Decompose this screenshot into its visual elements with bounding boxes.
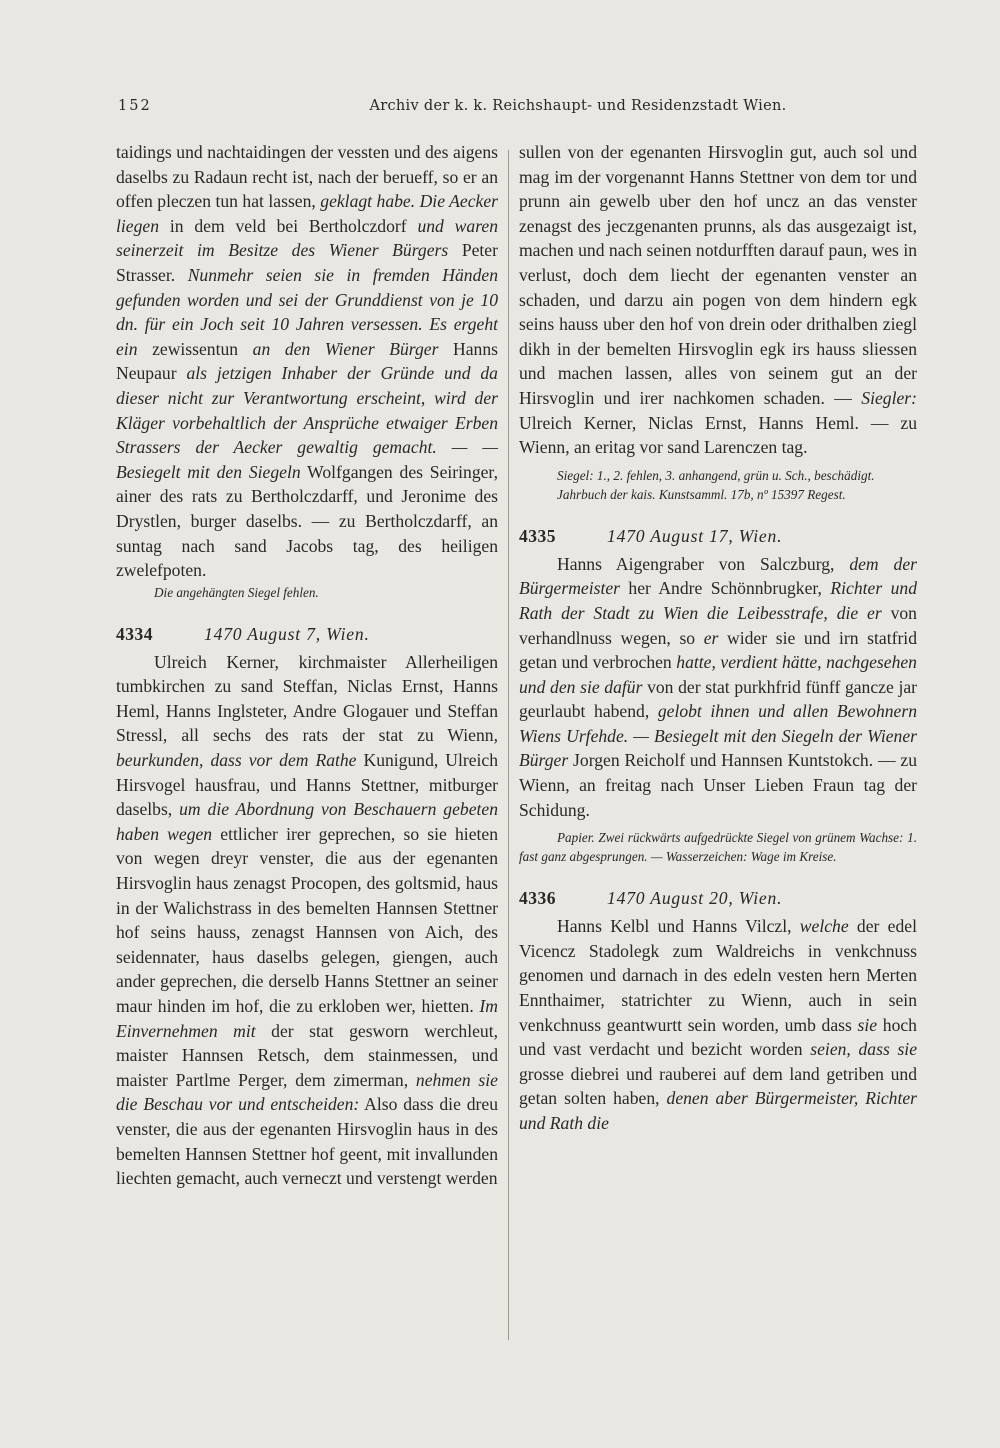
entry-heading-4334 (116, 622, 498, 644)
carryover-paragraph: taidings und nachtaidingen der vessten und des aigens daselbs zu Radaun recht ist, nach der berueff, so er an offen pleczen tun hat lassen, geklagt habe. Die Aecker liegen in dem veld bei Bertholczdorf und waren seinerzeit im Besitze des Wiener Bürgers Peter Strasser. Nunmehr seien sie in fremden Händen gefunden worden und sei der Grunddienst von je 10 dn. für ein Joch seit 10 Jahren versessen. Es ergeht ein zewissentun an den Wiener Bürger Hanns Neupaur als jetzigen Inhaber der Gründe und da dieser nicht zur Verantwortung erscheint, wird der Kläger vorbehaltlich der Ansprüche etwaiger Erben Strassers der Aecker gewaltig gemacht. — — Besiegelt mit den Siegeln Wolfgangen des Seiringer, ainer des rats zu Bertholczdarff, und Jeronime des Drystlen, burger daselbs. — zu Bertholczdarff, an suntag nach sand Jacobs tag, des heiligen zwelefpoten. (116, 142, 499, 581)
seal-note-4334: Siegel: 1., 2. fehlen, 3. anhangend, grün u. Sch., beschädigt. (557, 467, 875, 483)
page-number: 152 (118, 98, 152, 114)
entry-text-4335: Hanns Aigengraber von Salczburg, dem der Bürgermeister her Andre Schönnbrugker, Richter und Rath der Stadt zu Wien die Leibesstrafe, die er von verhandlnuss wegen, so er wider sie und irn statfrid getan und verbrochen hatte, verdient hätte, nachgesehen und den sie dafür von der stat purkhfrid fünff gancze jar geurlaubt habend, gelobt ihnen und allen Bewohnern Wiens Urfehde. — Besiegelt mit den Siegeln der Wiener Bürger Jorgen Reicholf und Hannsen Kuntstokch. — zu Wienn, an freitag nach Unser Lieben Fraun tag der Schidung. (519, 553, 918, 820)
entry-date: 1470 August 17, Wien. (607, 525, 783, 546)
page-header (118, 98, 918, 122)
carryover-note: Die angehängten Siegel fehlen. (154, 584, 319, 600)
column-divider (508, 150, 509, 1340)
entry-text-4334-continued: sullen von der egenanten Hirsvoglin gut, auch sol und mag im der vorgenannt Hanns Stettner von dem tor und prunn ain gewelb uber den hof uncz an das venster zenagst des jeczgenanten prunns, als das ausgezaigt ist, machen und nach seinen notdurfften darauf paun, wes in verlust, doch dem liecht der egenanten venster an schaden, und darzu ain pogen von dem hindern egk seins hauss uber den hof von drein oder drithalben ziegl dikh in der bemelten Hirsvoglin egk irs hauss sliessen und machen lassen, alles von seinem gut an der Hirsvoglin und irer nachkomen schaden. — Siegler: Ulreich Kerner, Niclas Ernst, Hanns Heml. — zu Wienn, an eritag vor sand Larenczen tag. (519, 142, 917, 458)
entry-text-4336: Hanns Kelbl und Hanns Vilczl, welche der edel Vicencz Stadolegk zum Waldreichs in venkchnuss genomen und darnach in des edeln vesten hern Merten Ennthaimer, statrichter zu Wienn, auch in sein venkchnuss geantwurtt sein worden, umb dass sie hoch und vast verdacht und bezicht worden seien, dass sie grosse diebrei und rauberei auf dem land getriben und getan solten haben, denen aber Bürgermeister, Richter und Rath die (519, 916, 918, 1133)
entry-number: 4336 (519, 888, 556, 909)
seal-note-4335: Papier. Zwei rückwärts aufgedrückte Siegel von grünem Wachse: 1. fast ganz abgesprungen. — Wasserzeichen: Wage im Kreise. (519, 830, 917, 865)
running-title: Archiv der k. k. Reichshaupt- und Residenzstadt Wien. (369, 98, 787, 114)
entry-date: 1470 August 20, Wien. (607, 888, 783, 909)
entry-heading-4335 (519, 524, 917, 546)
left-column (116, 140, 498, 1191)
entry-number: 4334 (116, 623, 153, 644)
right-column (519, 140, 917, 1136)
reference-note-4334: Jahrbuch der kais. Kunstsamml. 17b, nº 15397 Regest. (557, 486, 846, 502)
entry-text-4334: Ulreich Kerner, kirchmaister Allerheiligen tumbkirchen zu sand Steffan, Niclas Ernst, Hanns Heml, Hanns Inglsteter, Andre Glogauer und Steffan Stressl, all sechs des rats der stat zu Wienn, beurkunden, dass vor dem Rathe Kunigund, Ulreich Hirsvogel hausfrau, und Hanns Stettner, mitburger daselbs, um die Abordnung von Beschauern gebeten haben wegen ettlicher irer geprechen, so sie hieten von wegen dreyr venster, die aus der egenanten Hirsvoglin haus zenagst Procopen, des goltsmid, haus in der Walichstrass in des bemelten Hannsen Stettner hof seins hauss, zenagst Hannsen von Aich, des seidennater, haus daselbs gelegen, giengen, auch ander geprechen, die derselb Hanns Stettner an seiner maur hinden im hof, die zu erkloben wer, hietten. Im Einvernehmen mit der stat gesworn werchleut, maister Hannsen Retsch, dem stainmessen, und maister Partlme Perger, dem zimerman, nehmen sie die Beschau vor und entscheiden: Also dass die dreu venster, die aus der egenanten Hirsvoglin haus in des bemelten Hannsen Stettner hof geent, mit invallunden liechten gemacht, auch verneczt und verstengt werden (116, 651, 499, 1189)
entry-date: 1470 August 7, Wien. (204, 623, 370, 644)
entry-heading-4336 (519, 886, 917, 908)
entry-number: 4335 (519, 525, 556, 546)
